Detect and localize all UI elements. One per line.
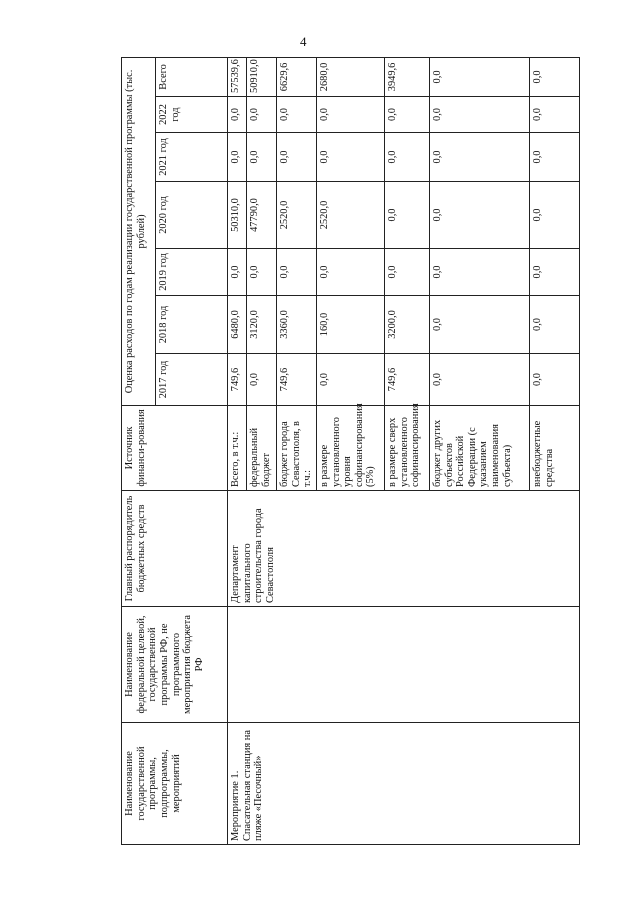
cell-value: 0,0: [316, 354, 384, 406]
cell-value: 0,0: [247, 133, 277, 182]
cell-value: 0,0: [529, 296, 579, 354]
cell-value: 0,0: [529, 354, 579, 406]
row-source: в размере сверх установленного софинансирования: [384, 406, 429, 491]
row-source: в размере установленного уровня софинансирования (5%): [316, 406, 384, 491]
row-source: Всего, в т.ч.:: [228, 406, 247, 491]
cell-total: 2680,0: [316, 57, 384, 96]
cell-value: 0,0: [228, 249, 247, 296]
cell-value: 0,0: [384, 97, 429, 133]
cell-value: 0,0: [429, 249, 529, 296]
cell-value: 50310,0: [228, 182, 247, 249]
cell-total: 0,0: [429, 57, 529, 96]
header-year-2022: 2022 год: [156, 97, 228, 133]
event-federal-program: [228, 607, 580, 723]
cell-value: 160,0: [316, 296, 384, 354]
cell-total: 50910,0: [247, 57, 277, 96]
row-source: бюджет города Севастополя, в т.ч.:: [277, 406, 317, 491]
cell-value: 0,0: [384, 249, 429, 296]
cell-value: 0,0: [316, 133, 384, 182]
cell-value: 0,0: [429, 97, 529, 133]
cell-value: 0,0: [277, 249, 317, 296]
header-program-name: Наименование государственной программы, подпрограммы, мероприятий: [122, 723, 228, 845]
event-name: Мероприятие 1. Спасательная станция на пляже «Песочный»: [228, 723, 580, 845]
cell-value: 2520,0: [277, 182, 317, 249]
cell-value: 749,6: [277, 354, 317, 406]
budget-table: [121, 57, 580, 845]
cell-value: 0,0: [429, 354, 529, 406]
cell-value: 0,0: [529, 249, 579, 296]
header-year-2019: 2019 год: [156, 249, 228, 296]
cell-value: 0,0: [384, 182, 429, 249]
table-row: [228, 57, 247, 844]
cell-value: 47790,0: [247, 182, 277, 249]
cell-value: 0,0: [228, 97, 247, 133]
cell-value: 0,0: [529, 182, 579, 249]
rotated-table-wrapper: [121, 58, 555, 845]
cell-value: 0,0: [277, 133, 317, 182]
cell-total: 57539,6: [228, 57, 247, 96]
header-estimate: Оценка расходов по годам реализации государственной программы (тыс. рублей): [122, 57, 156, 405]
header-year-2020: 2020 год: [156, 182, 228, 249]
event-distributor: Департамент капитального строительства города Севастополя: [228, 491, 580, 607]
cell-total: 3949,6: [384, 57, 429, 96]
header-source: Источник финанси-рования: [122, 406, 228, 491]
cell-value: 0,0: [529, 133, 579, 182]
cell-value: 0,0: [384, 133, 429, 182]
cell-value: 3360,0: [277, 296, 317, 354]
cell-value: 0,0: [429, 296, 529, 354]
cell-value: 6480,0: [228, 296, 247, 354]
row-source: федеральный бюджет: [247, 406, 277, 491]
header-year-2021: 2021 год: [156, 133, 228, 182]
cell-total: 0,0: [529, 57, 579, 96]
row-source: бюджет других субъектов Российской Федерации (с указанием наименования субъекта): [429, 406, 529, 491]
cell-value: 3200,0: [384, 296, 429, 354]
cell-value: 0,0: [247, 354, 277, 406]
page-number: 4: [300, 34, 307, 49]
cell-value: 0,0: [247, 97, 277, 133]
cell-value: 2520,0: [316, 182, 384, 249]
cell-value: 0,0: [228, 133, 247, 182]
cell-value: 749,6: [228, 354, 247, 406]
cell-value: 749,6: [384, 354, 429, 406]
header-distributor: Главный распорядитель бюджетных средств: [122, 491, 228, 607]
header-total: Всего: [156, 57, 228, 96]
cell-value: 0,0: [247, 249, 277, 296]
cell-value: 0,0: [429, 133, 529, 182]
cell-value: 0,0: [316, 249, 384, 296]
cell-value: 0,0: [316, 97, 384, 133]
header-year-2018: 2018 год: [156, 296, 228, 354]
cell-value: 3120,0: [247, 296, 277, 354]
cell-total: 6629,6: [277, 57, 317, 96]
cell-value: 0,0: [277, 97, 317, 133]
header-federal-program: Наименование федеральной целевой, государственной программы РФ, не программного мероприятия бюджета РФ: [122, 607, 228, 723]
cell-value: 0,0: [429, 182, 529, 249]
header-year-2017: 2017 год: [156, 354, 228, 406]
cell-value: 0,0: [529, 97, 579, 133]
row-source: внебюджетные средства: [529, 406, 579, 491]
